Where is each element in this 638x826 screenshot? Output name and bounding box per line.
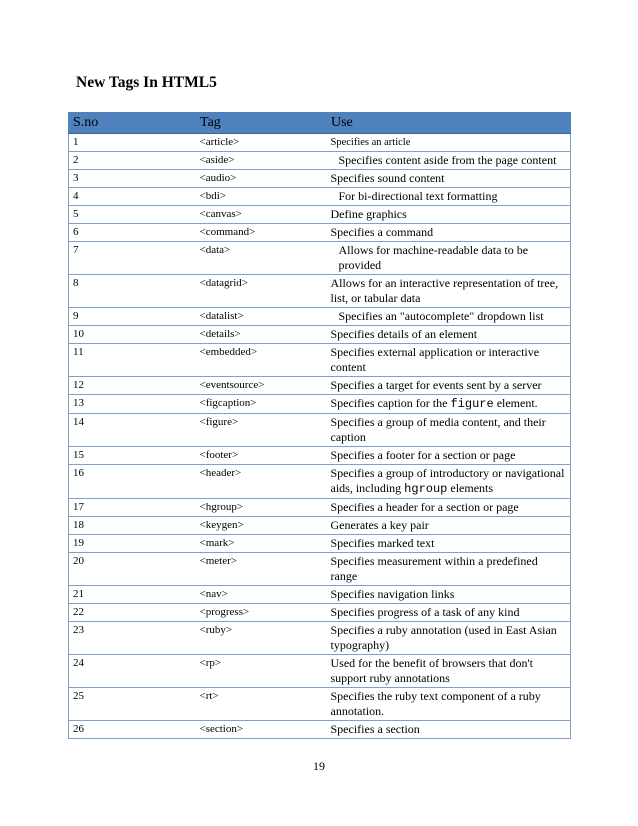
cell-use: Specifies a ruby annotation (used in East Asian typography) — [327, 622, 571, 655]
table-row — [69, 447, 571, 465]
cell-sno: 11 — [69, 344, 196, 377]
cell-tag: <footer> — [196, 447, 327, 465]
cell-sno: 1 — [69, 134, 196, 152]
cell-tag: <datagrid> — [196, 275, 327, 308]
cell-sno: 24 — [69, 655, 196, 688]
cell-tag: <figcaption> — [196, 395, 327, 414]
cell-sno: 20 — [69, 553, 196, 586]
cell-use: Specifies external application or interactive content — [327, 344, 571, 377]
cell-sno: 5 — [69, 206, 196, 224]
cell-use: Specifies a section — [327, 721, 571, 739]
table-row — [69, 499, 571, 517]
cell-sno: 22 — [69, 604, 196, 622]
cell-use: Specifies an article — [327, 134, 571, 152]
table-row — [69, 517, 571, 535]
cell-tag: <rp> — [196, 655, 327, 688]
cell-use: Allows for machine-readable data to be provided — [327, 242, 571, 275]
cell-sno: 10 — [69, 326, 196, 344]
table-row — [69, 414, 571, 447]
cell-sno: 18 — [69, 517, 196, 535]
table-row — [69, 553, 571, 586]
cell-use — [327, 465, 571, 499]
table-row — [69, 377, 571, 395]
cell-use: Specifies a header for a section or page — [327, 499, 571, 517]
cell-tag: <mark> — [196, 535, 327, 553]
cell-sno: 19 — [69, 535, 196, 553]
header-use: Use — [327, 113, 571, 134]
table-row — [69, 206, 571, 224]
cell-tag: <progress> — [196, 604, 327, 622]
cell-use: Specifies marked text — [327, 535, 571, 553]
cell-use: Specifies a footer for a section or page — [327, 447, 571, 465]
table-row — [69, 604, 571, 622]
table-row — [69, 586, 571, 604]
table-row — [69, 688, 571, 721]
cell-use: Specifies progress of a task of any kind — [327, 604, 571, 622]
cell-use: Specifies an "autocomplete" dropdown list — [327, 308, 571, 326]
cell-sno: 8 — [69, 275, 196, 308]
table-row — [69, 134, 571, 152]
cell-sno: 16 — [69, 465, 196, 499]
cell-tag: <datalist> — [196, 308, 327, 326]
cell-tag: <command> — [196, 224, 327, 242]
header-tag: Tag — [196, 113, 327, 134]
cell-tag: <data> — [196, 242, 327, 275]
cell-sno: 14 — [69, 414, 196, 447]
table-row — [69, 622, 571, 655]
cell-use-code: figure — [450, 397, 494, 411]
header-sno: S.no — [69, 113, 196, 134]
cell-tag: <hgroup> — [196, 499, 327, 517]
cell-use: Specifies navigation links — [327, 586, 571, 604]
table-row — [69, 152, 571, 170]
page-number: 19 — [313, 759, 325, 773]
cell-sno: 4 — [69, 188, 196, 206]
html5-tags-table — [68, 112, 571, 739]
cell-tag: <figure> — [196, 414, 327, 447]
cell-sno: 21 — [69, 586, 196, 604]
cell-use: Generates a key pair — [327, 517, 571, 535]
table-row — [69, 242, 571, 275]
table-row — [69, 344, 571, 377]
cell-tag: <details> — [196, 326, 327, 344]
table-row — [69, 275, 571, 308]
cell-sno: 9 — [69, 308, 196, 326]
cell-sno: 6 — [69, 224, 196, 242]
cell-use-text: elements — [447, 481, 494, 495]
cell-sno: 13 — [69, 395, 196, 414]
cell-tag: <article> — [196, 134, 327, 152]
table-row — [69, 535, 571, 553]
cell-tag: <keygen> — [196, 517, 327, 535]
cell-sno: 26 — [69, 721, 196, 739]
table-row — [69, 395, 571, 414]
cell-sno: 15 — [69, 447, 196, 465]
cell-sno: 7 — [69, 242, 196, 275]
cell-sno: 2 — [69, 152, 196, 170]
cell-tag: <nav> — [196, 586, 327, 604]
cell-use: Used for the benefit of browsers that don't support ruby annotations — [327, 655, 571, 688]
cell-use: Allows for an interactive representation of tree, list, or tabular data — [327, 275, 571, 308]
cell-tag: <meter> — [196, 553, 327, 586]
table-row — [69, 170, 571, 188]
cell-sno: 3 — [69, 170, 196, 188]
cell-tag: <eventsource> — [196, 377, 327, 395]
cell-use: Specifies a target for events sent by a server — [327, 377, 571, 395]
cell-use: Specifies a command — [327, 224, 571, 242]
table-row — [69, 224, 571, 242]
cell-use: Specifies sound content — [327, 170, 571, 188]
table-row — [69, 326, 571, 344]
table-row — [69, 655, 571, 688]
cell-use: Specifies the ruby text component of a ruby annotation. — [327, 688, 571, 721]
cell-use-text: Specifies caption for the — [330, 396, 451, 410]
cell-tag: <embedded> — [196, 344, 327, 377]
cell-use: Specifies details of an element — [327, 326, 571, 344]
cell-sno: 25 — [69, 688, 196, 721]
table-header-row — [69, 113, 571, 134]
cell-use: For bi-directional text formatting — [327, 188, 571, 206]
cell-use: Specifies a group of media content, and their caption — [327, 414, 571, 447]
cell-use: Define graphics — [327, 206, 571, 224]
cell-tag: <ruby> — [196, 622, 327, 655]
table-row — [69, 308, 571, 326]
cell-tag: <aside> — [196, 152, 327, 170]
cell-use-text: element. — [493, 396, 538, 410]
table-row — [69, 721, 571, 739]
cell-tag: <rt> — [196, 688, 327, 721]
cell-use: Specifies content aside from the page content — [327, 152, 571, 170]
cell-use-text: Specifies a group of introductory or navigational aids, including — [330, 466, 565, 495]
cell-tag: <canvas> — [196, 206, 327, 224]
table-row — [69, 188, 571, 206]
table-row — [69, 465, 571, 499]
cell-sno: 12 — [69, 377, 196, 395]
page-heading: New Tags In HTML5 — [76, 74, 217, 91]
cell-use — [327, 395, 571, 414]
cell-use-code: hgroup — [404, 482, 448, 496]
cell-tag: <section> — [196, 721, 327, 739]
cell-tag: <bdi> — [196, 188, 327, 206]
cell-tag: <audio> — [196, 170, 327, 188]
cell-tag: <header> — [196, 465, 327, 499]
cell-use: Specifies measurement within a predefined range — [327, 553, 571, 586]
cell-sno: 17 — [69, 499, 196, 517]
cell-sno: 23 — [69, 622, 196, 655]
